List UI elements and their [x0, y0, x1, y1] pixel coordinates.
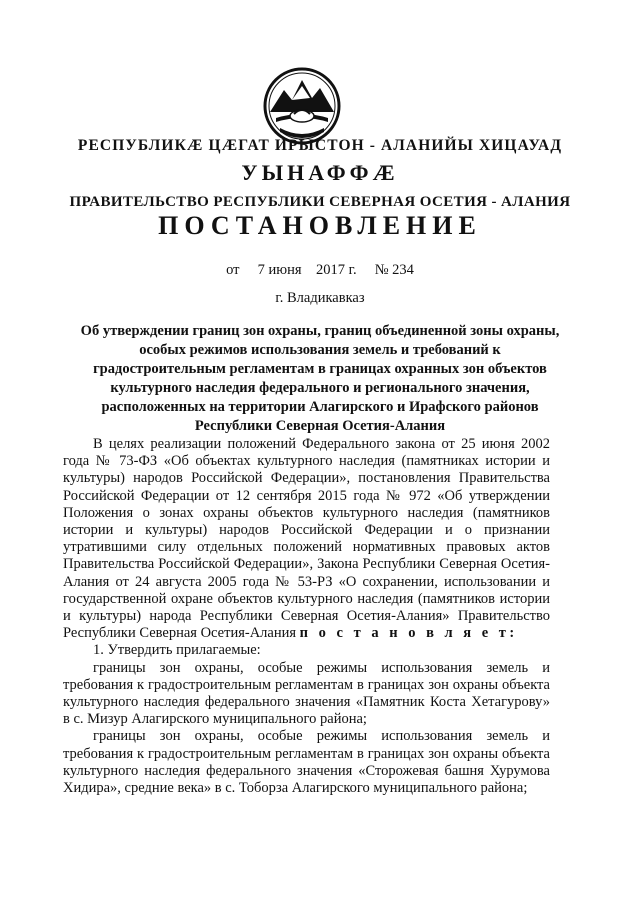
- coat-of-arms-icon: [262, 66, 342, 146]
- item-1: 1. Утвердить прилагаемые:: [93, 642, 261, 659]
- sub-item-1: границы зон охраны, особые режимы использования земель и требования к градостроительным регламентам в границах зон охраны объекта культурного наследия федерального значения «Памятник Коста Хетагурову» в с. Мизур Алагирского муниципального района;: [63, 659, 550, 728]
- document-body: [63, 436, 550, 797]
- republic-name-ossetian: РЕСПУБЛИКӔ ЦӔГАТ ИРЫСТОН - АЛАНИЙЫ ХИЦАУАД: [77, 137, 563, 154]
- document-type-title: ПОСТАНОВЛЕНИЕ: [158, 211, 482, 240]
- issue-city: г. Владикавказ: [275, 290, 365, 306]
- resolves-word: п о с т а н о в л я е т:: [299, 625, 518, 642]
- preamble-text: В целях реализации положений Федерального закона от 25 июня 2002 года № 73-ФЗ «Об объектах культурного наследия (памятниках истории и культуры) народов Российской Федерации», постановления Правительства Российской Федерации от 12 сентября 2015 года № 972 «Об утверждении Положения о зонах охраны объектов культурного наследия (памятников истории и культуры) народов Российской Федерации и о признании утратившими силу отдельных положений нормативных правовых актов Правительства Российской Федерации», Закона Республики Северная Осетия-Алания от 24 августа 2005 года № 53-РЗ «О сохранении, использовании и государственной охране объектов культурного наследия (памятников истории и культуры) народа Республики Северная Осетия-Алания» Правительство Республики Северная Осетия-Алания: [63, 436, 550, 642]
- preamble-paragraph: [63, 436, 550, 642]
- government-name-russian: ПРАВИТЕЛЬСТВО РЕСПУБЛИКИ СЕВЕРНАЯ ОСЕТИЯ - АЛАНИЯ: [69, 194, 571, 210]
- sub-item-2: границы зон охраны, особые режимы использования земель и требования к градостроительным регламентам в границах зон охраны объекта культурного наследия федерального значения «Сторожевая башня Хурумова Хидира», средние века» в с. Тоборза Алагирского муниципального района;: [63, 728, 550, 797]
- document-number: № 234: [374, 262, 414, 278]
- document-year: 2017 г.: [316, 262, 357, 278]
- government-title-ossetian: УЫНАФФӔ: [241, 160, 399, 185]
- document-subject-title: Об утверждении границ зон охраны, границ объединенной зоны охраны, особых режимов использования земель и требований к градостроительным регламентам в границах охранных зон объектов культурного наследия федерального и регионального значения, расположенных на территории Алагирского и Ирафского районов Республики Северная Осетия-Алания: [80, 323, 560, 434]
- document-date: 7 июня: [257, 262, 302, 278]
- date-prefix: от: [226, 262, 240, 278]
- date-line: [0, 262, 640, 279]
